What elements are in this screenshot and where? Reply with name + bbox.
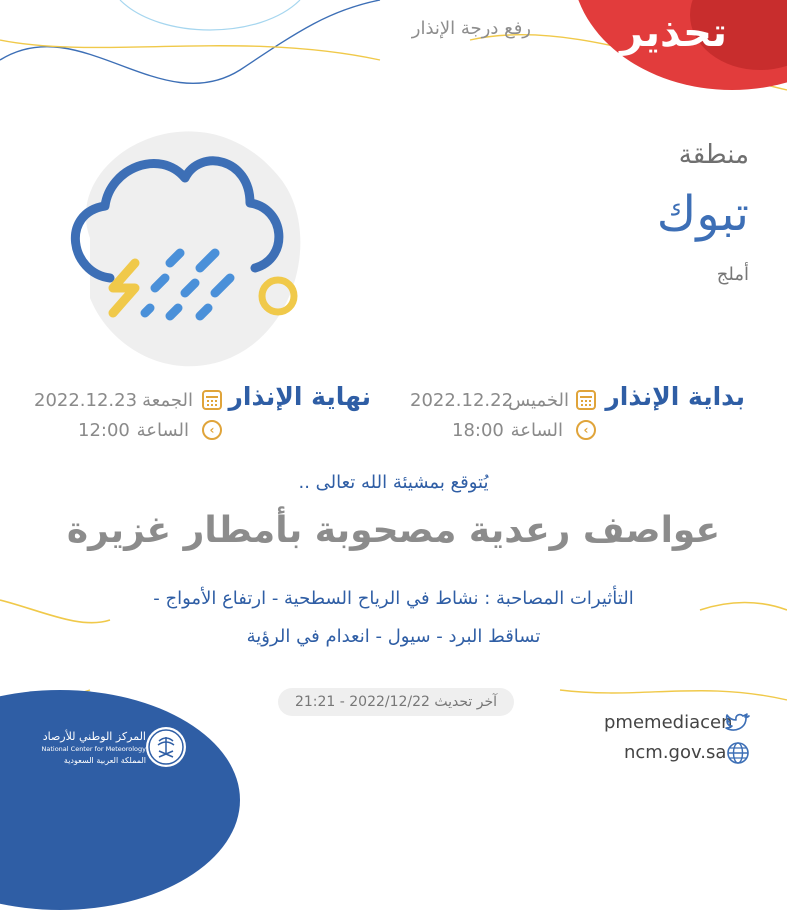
- warning-end-time: 12:00: [78, 420, 130, 441]
- clock-icon: ‹: [576, 420, 596, 440]
- ncm-logo-icon: [146, 727, 186, 767]
- forecast-intro: يُتوقع بمشيئة الله تعالى ..: [298, 472, 489, 493]
- raise-level-label: رفع درجة الإنذار: [411, 18, 531, 39]
- brand-name-english: National Center for Meteorology: [41, 745, 146, 753]
- twitter-icon[interactable]: [725, 712, 751, 734]
- globe-icon[interactable]: [726, 741, 750, 765]
- warning-start-time-label: الساعة: [510, 420, 563, 441]
- warning-start-date: 2022.12.22: [410, 390, 514, 411]
- website-link[interactable]: ncm.gov.sa: [624, 742, 727, 763]
- warning-end-date: 2022.12.23: [34, 390, 138, 411]
- warning-end-day: الجمعة: [142, 390, 193, 411]
- brand-name-arabic: المركز الوطني للأرصاد: [42, 730, 146, 743]
- twitter-handle[interactable]: pmemediacen: [604, 712, 733, 733]
- calendar-icon: [202, 390, 222, 410]
- warning-start-title: بداية الإنذار: [605, 382, 745, 411]
- forecast-headline: عواصف رعدية مصحوبة بأمطار غزيرة: [66, 510, 721, 551]
- brand-country: المملكة العربية السعودية: [63, 756, 146, 765]
- region-name: تبوك: [656, 186, 749, 242]
- region-label: منطقة: [678, 140, 749, 170]
- clock-icon: ‹: [202, 420, 222, 440]
- effects-line-2: تساقط البرد - سيول - انعدام في الرؤية: [246, 626, 541, 647]
- warning-end-time-label: الساعة: [136, 420, 189, 441]
- thunderstorm-rain-icon: [50, 118, 310, 378]
- warning-start-day: الخميس: [508, 390, 569, 411]
- warning-start-time: 18:00: [452, 420, 504, 441]
- palm-emblem-icon: [146, 727, 186, 767]
- warning-end-title: نهاية الإنذار: [228, 382, 371, 411]
- effects-line-1: التأثيرات المصاحبة : نشاط في الرياح السطحية - ارتفاع الأمواج -: [153, 588, 634, 609]
- warning-title: تحذير: [620, 10, 727, 56]
- calendar-icon: [576, 390, 596, 410]
- sub-region: أملج: [716, 264, 749, 285]
- last-update: آخر تحديث 2022/12/22 - 21:21: [278, 688, 514, 716]
